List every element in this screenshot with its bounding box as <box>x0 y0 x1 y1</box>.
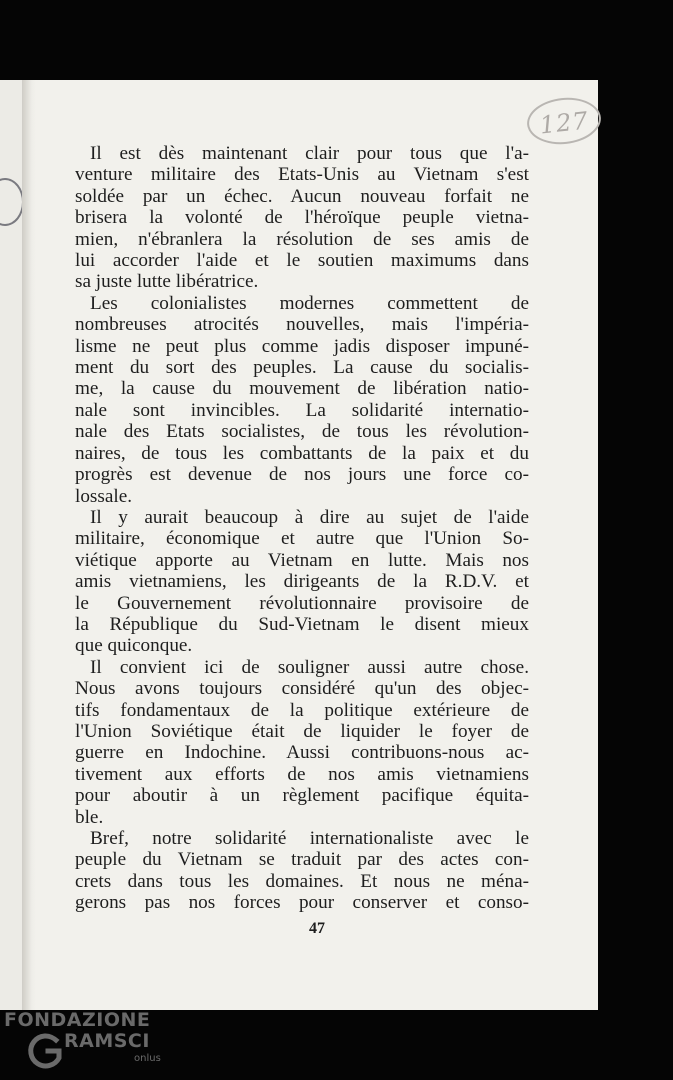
facing-page-edge <box>0 80 22 1010</box>
text-line: amis vietnamiens, les dirigeants de la R.D.V. et <box>75 571 529 593</box>
text-line: guerre en Indochine. Aussi contribuons-nous ac- <box>75 742 529 764</box>
archive-watermark <box>4 1009 174 1079</box>
book-page <box>36 80 598 1010</box>
text-line: naires, de tous les combattants de la paix et du <box>75 442 529 464</box>
text-line: brisera la volonté de l'héroïque peuple vietna- <box>75 207 529 229</box>
text-line: nale sont invincibles. La solidarité internatio- <box>75 399 529 421</box>
text-line: venture militaire des Etats-Unis au Vietnam s'est <box>75 164 529 186</box>
text-line: nale des Etats socialistes, de tous les révolution- <box>75 421 529 443</box>
text-line: lui accorder l'aide et le soutien maximums dans <box>75 250 529 272</box>
text-line: tivement aux efforts de nos amis vietnamiens <box>75 763 529 785</box>
watermark-line-1: FONDAZIONE <box>4 1009 151 1031</box>
body-text <box>75 143 529 914</box>
text-line: lossale. <box>75 485 133 507</box>
book-gutter <box>22 80 36 1010</box>
text-line: Il convient ici de souligner aussi autre chose. <box>90 656 529 678</box>
watermark-g-logo-icon <box>26 1031 66 1071</box>
text-line: ble. <box>75 806 104 828</box>
text-line: sa juste lutte libératrice. <box>75 271 259 293</box>
text-line: ment du sort des peuples. La cause du socialis- <box>75 357 529 379</box>
text-line: Il est dès maintenant clair pour tous que l'a- <box>90 143 529 164</box>
archive-number-stamp: 127 <box>525 94 603 147</box>
text-line: tifs fondamentaux de la politique extérieure de <box>75 699 529 721</box>
page-number: 47 <box>309 920 325 937</box>
text-line: mien, n'ébranlera la résolution de ses amis de <box>75 228 529 250</box>
text-line: militaire, économique et autre que l'Union So- <box>75 528 529 550</box>
text-line: me, la cause du mouvement de libération natio- <box>75 378 529 400</box>
text-line: Il y aurait beaucoup à dire au sujet de l'aide <box>90 506 529 528</box>
text-line: que quiconque. <box>75 635 193 657</box>
text-line: progrès est devenue de nos jours une force co- <box>75 464 529 486</box>
text-line: peuple du Vietnam se traduit par des actes con- <box>75 849 529 871</box>
text-line: gerons pas nos forces pour conserver et conso- <box>75 892 529 914</box>
text-line: lisme ne peut plus comme jadis disposer impuné- <box>75 335 529 357</box>
watermark-suffix: onlus <box>134 1053 161 1064</box>
watermark-line-2: RAMSCI <box>64 1030 150 1052</box>
text-line: le Gouvernement révolutionnaire provisoire de <box>75 592 529 614</box>
text-line: viétique apporte au Vietnam en lutte. Mais nos <box>75 549 529 571</box>
text-line: soldée par un échec. Aucun nouveau forfait ne <box>75 185 529 207</box>
text-line: l'Union Soviétique était de liquider le foyer de <box>75 720 529 742</box>
text-line: Nous avons toujours considéré qu'un des objec- <box>75 678 529 700</box>
text-line: crets dans tous les domaines. Et nous ne ména- <box>75 870 529 892</box>
text-line: pour aboutir à un règlement pacifique équita- <box>75 785 529 807</box>
text-line: la République du Sud-Vietnam le disent mieux <box>75 613 529 635</box>
text-line: nombreuses atrocités nouvelles, mais l'impéria- <box>75 314 529 336</box>
facing-page-stamp <box>0 178 24 226</box>
text-line: Bref, notre solidarité internationaliste avec le <box>90 828 529 849</box>
text-line: Les colonialistes modernes commettent de <box>90 292 529 314</box>
